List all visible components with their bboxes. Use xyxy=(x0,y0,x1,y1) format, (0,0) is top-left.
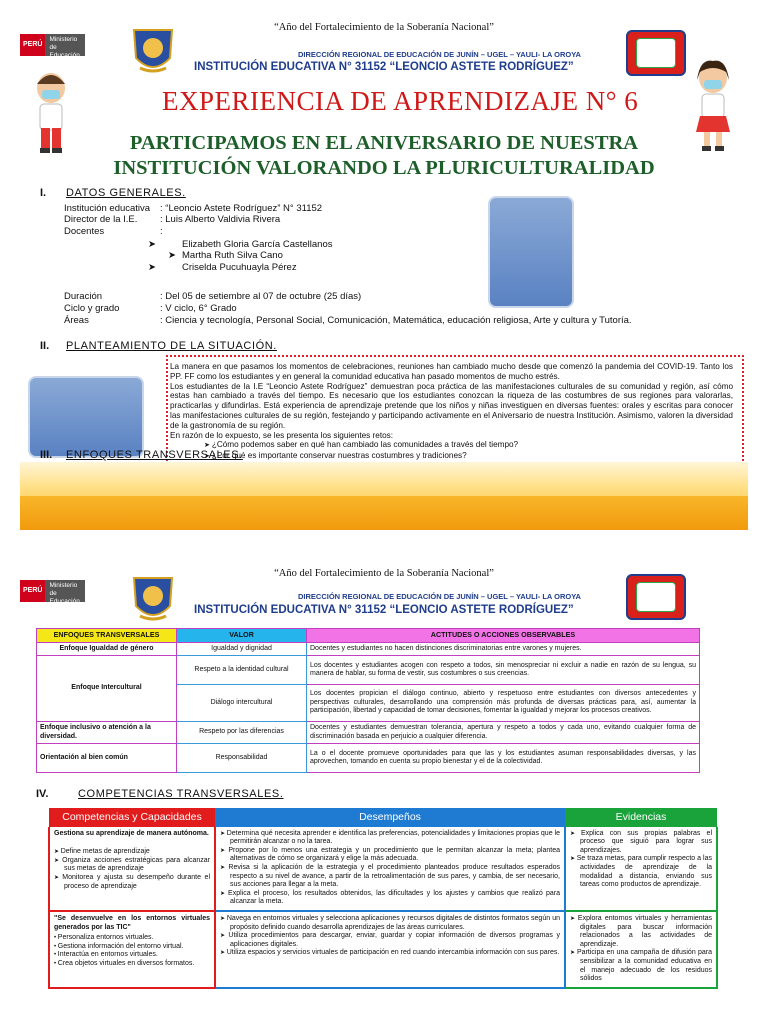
evidencia-item: ➤ Explora entornos virtuales y herramientas digitales para buscar información relacionados a las actividades de aprendizaje. xyxy=(580,915,712,949)
peru-label-2: PERÚ xyxy=(20,580,45,602)
duracion-value: : Del 05 de setiembre al 07 de octubre (25 días) xyxy=(160,291,362,302)
director-label: Director de la I.E. xyxy=(64,214,138,225)
valor-cell: Respeto por las diferencias xyxy=(177,722,307,744)
capacidad-item: ➤ Define metas de aprendizaje xyxy=(64,848,210,857)
year-motto-2: “Año del Fortalecimiento de la Soberanía Nacional” xyxy=(274,568,494,579)
actitud-cell: Docentes y estudiantes no hacen distinciones discriminatorias entre varones y mujeres. xyxy=(307,642,700,656)
duracion-label: Duración xyxy=(64,291,103,302)
page-divider xyxy=(0,540,768,560)
desempenos-list xyxy=(220,830,560,907)
header-competencias: Competencias y Capacidades xyxy=(49,808,215,827)
document-title: EXPERIENCIA DE APRENDIZAJE N° 6 xyxy=(162,86,639,116)
enfoque-cell: Enfoque Igualdad de género xyxy=(37,642,177,656)
areas-value: : Ciencia y tecnología, Personal Social, Comunicación, Matemática, educación religiosa, Arte y cultura y Tutoría. xyxy=(160,315,632,326)
image-placeholder-right xyxy=(488,196,574,308)
institution-name-2: INSTITUCIÓN EDUCATIVA N° 31152 “LEONCIO ASTETE RODRÍGUEZ” xyxy=(194,604,574,616)
section-4-number: IV. xyxy=(36,788,49,800)
enfoques-table xyxy=(36,628,700,773)
header-valor: VALOR xyxy=(177,629,307,643)
ugel-crest-icon xyxy=(130,24,176,78)
year-motto: “Año del Fortalecimiento de la Soberanía Nacional” xyxy=(274,22,494,33)
desempenos-list xyxy=(220,915,560,958)
dre-header-2: DIRECCIÓN REGIONAL DE EDUCACIÓN DE JUNÍN – UGEL – YAULI- LA OROYA xyxy=(298,592,581,601)
capacidad-item: • Interactúa en entornos virtuales. xyxy=(64,951,210,960)
actitud-cell: Docentes y estudiantes demuestran tolerancia, apertura y respeto a todos y cada uno, evitando cualquier forma de discriminación basada en perjuicio a cualquier diferencia. xyxy=(307,722,700,744)
section-4-title: COMPETENCIAS TRANSVERSALES. xyxy=(78,788,284,800)
school-badge-icon-2 xyxy=(626,574,686,620)
capacidad-item: ➤ Organiza acciones estratégicas para alcanzar sus metas de aprendizaje xyxy=(64,857,210,874)
valor-cell: Respeto a la identidad cultural xyxy=(177,656,307,685)
capacidades-list xyxy=(54,934,210,968)
subtitle-line-2: INSTITUCIÓN VALORANDO LA PLURICULTURALIDAD xyxy=(113,157,655,179)
orange-banner xyxy=(20,462,748,530)
arrow-icon: ➤ xyxy=(168,250,176,261)
evidencia-item: ➤ Se traza metas, para cumplir respecto a las actividades de aprendizaje de la modalidad a distancia, enviando sus tareas como productos de aprendizaje. xyxy=(580,855,712,889)
actitud-cell: La o el docente promueve oportunidades para que las y los estudiantes asuman responsabilidades diversas, y las aprovechen, tomando en cuenta su propio bienestar y el de la colectividad. xyxy=(307,744,700,773)
valor-cell: Responsabilidad xyxy=(177,744,307,773)
evidencias-cell xyxy=(565,827,717,911)
docente-2: Martha Ruth Silva Cano xyxy=(182,250,283,261)
section-4-heading xyxy=(36,788,284,800)
peru-label: PERÚ xyxy=(20,34,45,56)
situation-paragraph-3: En razón de lo expuesto, se les presenta los siguientes retos: xyxy=(170,430,394,440)
capacidad-item: • Crea objetos virtuales en diversos formatos. xyxy=(64,960,210,969)
section-1-number: I. xyxy=(40,187,47,199)
dre-header: DIRECCIÓN REGIONAL DE EDUCACIÓN DE JUNÍN – UGEL – YAULI- LA OROYA xyxy=(298,50,581,59)
section-1-title: DATOS GENERALES. xyxy=(66,187,186,199)
header-enfoques: ENFOQUES TRANSVERSALES xyxy=(37,629,177,643)
school-badge-icon xyxy=(626,30,686,76)
table-row xyxy=(37,656,700,685)
desempeno-item: ➤ Propone por lo menos una estrategia y un procedimiento que le permitan alcanzar la meta; plantea alternativas de cómo se organizará y elige la más adecuada. xyxy=(230,847,560,864)
section-2-title: PLANTEAMIENTO DE LA SITUACIÓN. xyxy=(66,340,277,352)
docentes-label: Docentes xyxy=(64,226,105,237)
ie-label: Institución educativa xyxy=(64,203,151,214)
ie-value: : “Leoncio Astete Rodríguez” N° 31152 xyxy=(160,203,323,214)
reto-2: ➤ ¿Por qué es importante conservar nuestras costumbres y tradiciones? xyxy=(204,451,733,462)
situation-paragraph-1: La manera en que pasamos los momentos de celebraciones, reuniones han cambiado mucho desde que comenzó la pandemia del COVID-19. Tanto los PP. FF como los estudiantes y en general la comunidad educativa han pasado momentos de mucho estrés. xyxy=(170,362,733,381)
section-2-number: II. xyxy=(40,340,50,352)
areas-label: Áreas xyxy=(64,315,89,326)
minedu-logo-2 xyxy=(20,580,85,605)
ministry-label: Ministerio de Educación xyxy=(45,34,85,56)
ugel-crest-icon-2 xyxy=(130,572,176,626)
evidencias-cell xyxy=(565,911,717,988)
evidencia-item: ➤ Explica con sus propias palabras el proceso que siguió para lograr sus aprendizajes. xyxy=(580,830,712,856)
evidencias-list xyxy=(570,830,712,890)
table-row xyxy=(37,642,700,656)
situation-text xyxy=(170,362,733,473)
desempeno-item: ➤ Determina qué necesita aprender e identifica las preferencias, potencialidades y limitaciones propias que le permitirán alcanzar o no la tarea. xyxy=(230,830,560,847)
competencia-title: "Se desenvuelve en los entornos virtuales generados por las TIC" xyxy=(54,914,210,931)
competencia-cell xyxy=(49,911,215,988)
desempenos-cell xyxy=(215,827,565,911)
competencia-cell xyxy=(49,827,215,911)
enfoque-cell: Enfoque Intercultural xyxy=(37,656,177,722)
docente-3: Criselda Pucuhuayla Pérez xyxy=(182,262,297,273)
competencias-table xyxy=(48,808,718,989)
reto-1: ➤ ¿Cómo podemos saber en qué han cambiado las comunidades a través del tiempo? xyxy=(204,440,733,451)
section-2-heading xyxy=(40,340,277,352)
table-row xyxy=(37,722,700,744)
actitud-cell: Los docentes propician el diálogo continuo, abierto y respetuoso entre estudiantes con diversos antecedentes y perspectivas culturales, desarrollando una comprensión más profunda de diversas prácticas para, así, aumentar la participación, libertad y capacidad de tomar decisiones, fomentar la igualdad y mejorar los procesos creativos. xyxy=(307,685,700,722)
ciclo-value: : V ciclo, 6° Grado xyxy=(160,303,237,314)
minedu-logo xyxy=(20,34,85,59)
arrow-icon: ➤ xyxy=(148,262,156,273)
director-value: : Luis Alberto Valdivia Rivera xyxy=(160,214,281,225)
arrow-icon: ➤ xyxy=(148,239,156,250)
enfoque-cell: Enfoque inclusivo o atención a la diversidad. xyxy=(37,722,177,744)
situation-paragraph-2: Los estudiantes de la I.E “Leoncio Astete Rodríguez” demuestran poca práctica de las manifestaciones culturales de su comunidad y región, así cómo estas han cambiado a través del tiempo. Es necesario que los estudiantes conozcan la riqueza de las costumbres de sus regiones para valorarlas, practicarlas y difundirlas. Está experiencia de aprendizaje pretende que los niños y niñas investiguen en diversas fuentes: orales y escritas para conocer las manifestaciones culturales de su región, festejando y participando activamente en el Aniversario de nuestra Institución. Asimismo, valoren la diversidad de la gastronomía de su región. xyxy=(170,381,733,430)
desempenos-cell xyxy=(215,911,565,988)
ministry-label-2: Ministerio de Educación xyxy=(45,580,85,602)
capacidad-item: ➤ Monitorea y ajusta su desempeño durante el proceso de aprendizaje xyxy=(64,874,210,891)
docentes-colon: : xyxy=(160,226,163,237)
subtitle-line-1: PARTICIPAMOS EN EL ANIVERSARIO DE NUESTRA xyxy=(129,132,639,154)
evidencia-item: ➤ Participa en una campaña de difusión para sensibilizar a la comunidad educativa en el manejo adecuado de los residuos sólidos xyxy=(580,949,712,983)
enfoque-cell: Orientación al bien común xyxy=(37,744,177,773)
header-evidencias: Evidencias xyxy=(565,808,717,827)
docente-1: Elizabeth Gloria García Castellanos xyxy=(182,239,333,250)
capacidades-list xyxy=(54,848,210,891)
evidencias-list xyxy=(570,915,712,984)
header-desempenos: Desempeños xyxy=(215,808,565,827)
table-row xyxy=(49,827,717,911)
actitud-cell: Los docentes y estudiantes acogen con respeto a todos, sin menospreciar ni excluir a nadie en razón de su lengua, su manera de hablar, su forma de vestir, sus costumbres o sus creencias. xyxy=(307,656,700,685)
capacidad-item: • Gestiona información del entorno virtual. xyxy=(64,943,210,952)
table-row xyxy=(49,911,717,988)
capacidad-item: • Personaliza entornos virtuales. xyxy=(64,934,210,943)
page-2 xyxy=(0,560,768,1024)
image-placeholder-left xyxy=(28,376,144,458)
competencia-title: Gestiona su aprendizaje de manera autónoma. xyxy=(54,829,209,837)
ciclo-label: Ciclo y grado xyxy=(64,303,120,314)
valor-cell: Igualdad y dignidad xyxy=(177,642,307,656)
valor-cell: Diálogo intercultural xyxy=(177,685,307,722)
desempeno-item: ➤ Revisa si la aplicación de la estrategia y el procedimiento planteados produce resultados esperados respecto a su nivel de avance, a partir de la retroalimentación de sus pares, y cambia, de ser necesario, sus acciones para llegar a la meta. xyxy=(230,864,560,890)
section-1-heading xyxy=(40,187,186,199)
desempeno-item: ➤ Navega en entornos virtuales y selecciona aplicaciones y recursos digitales de distintos formatos según un propósito definido cuando desarrolla aprendizajes de las áreas curriculares. xyxy=(230,915,560,932)
table-row xyxy=(37,744,700,773)
section-3-number: III. xyxy=(40,449,53,461)
desempeno-item: ➤ Utiliza espacios y servicios virtuales de participación en red cuando intercambia información con sus pares. xyxy=(230,949,560,958)
section-3-title: ENFOQUES TRANSVERSALES. xyxy=(66,449,243,461)
desempeno-item: ➤ Explica el proceso, los resultados obtenidos, las dificultades y los ajustes y cambios que realizó para alcanzar la meta. xyxy=(230,890,560,907)
section-3-heading xyxy=(40,449,243,461)
institution-name: INSTITUCIÓN EDUCATIVA N° 31152 “LEONCIO ASTETE RODRÍGUEZ” xyxy=(194,61,574,73)
header-actitudes: ACTITUDES O ACCIONES OBSERVABLES xyxy=(307,629,700,643)
desempeno-item: ➤ Utiliza procedimientos para descargar, enviar, guardar y copiar información de diversos programas y aplicaciones digitales. xyxy=(230,932,560,949)
